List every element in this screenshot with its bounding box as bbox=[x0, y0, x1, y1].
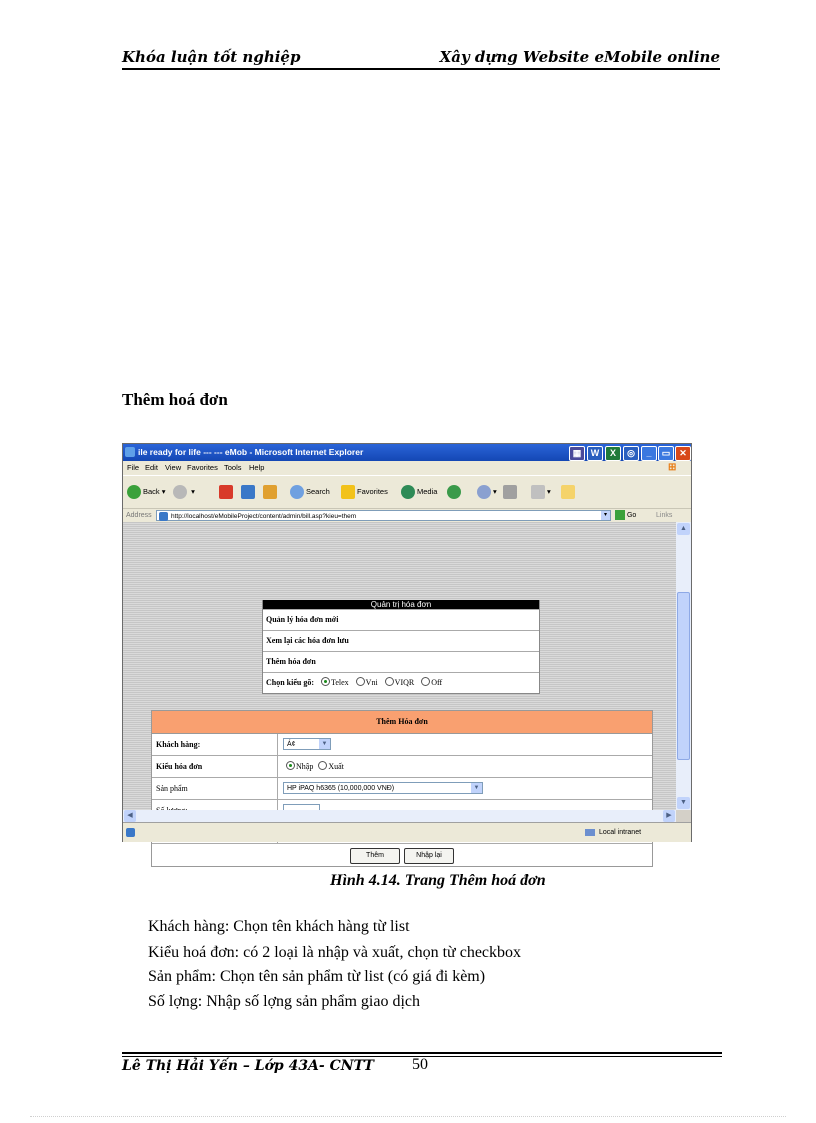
go-button[interactable]: Go bbox=[615, 509, 636, 523]
home-icon bbox=[263, 485, 277, 499]
scroll-up-icon[interactable]: ▲ bbox=[677, 523, 690, 535]
horizontal-scrollbar[interactable] bbox=[123, 810, 676, 822]
star-icon bbox=[341, 485, 355, 499]
search-icon bbox=[290, 485, 304, 499]
figure-caption: Hình 4.14. Trang Thêm hoá đơn bbox=[330, 872, 546, 889]
print-icon bbox=[503, 485, 517, 499]
windows-logo-icon: ⊞ bbox=[668, 462, 677, 473]
page-bottom-border bbox=[30, 1116, 786, 1117]
form-title: Thêm Hóa đơn bbox=[152, 711, 652, 734]
body-line-4: Số lợng: Nhập số lợng sản phẩm giao dịch bbox=[148, 993, 421, 1010]
menu-edit[interactable]: Edit bbox=[145, 463, 158, 472]
chevron-down-icon: ▼ bbox=[471, 783, 482, 793]
maximize-icon[interactable]: ▭ bbox=[658, 446, 674, 461]
typing-mode-label: Chọn kiểu gõ: bbox=[266, 678, 315, 687]
address-dropdown-icon[interactable]: ▾ bbox=[601, 511, 610, 520]
print-button[interactable] bbox=[503, 484, 519, 500]
header-rule bbox=[122, 68, 720, 70]
footer-rule bbox=[122, 1052, 722, 1054]
radio-telex[interactable] bbox=[321, 677, 330, 686]
customer-label: Khách hàng: bbox=[156, 740, 201, 749]
radio-vni[interactable] bbox=[356, 677, 365, 686]
refresh-button[interactable] bbox=[241, 484, 257, 500]
status-bar bbox=[123, 822, 691, 842]
menu-help[interactable]: Help bbox=[249, 463, 265, 472]
add-bill-form bbox=[151, 710, 653, 867]
browser-toolbar bbox=[123, 475, 691, 509]
browser-title: ile ready for life --- --- eMob - Microsoft Internet Explorer bbox=[138, 447, 364, 457]
header-left: Khóa luận tốt nghiệp bbox=[122, 48, 301, 66]
zone-label: Local intranet bbox=[599, 829, 642, 836]
favorites-button[interactable]: Favorites bbox=[341, 484, 388, 500]
app-icon: ▦ bbox=[569, 446, 585, 461]
admin-menu-header: Quản trị hóa đơn bbox=[263, 600, 539, 609]
radio-import[interactable] bbox=[286, 761, 295, 770]
intranet-icon bbox=[585, 829, 595, 836]
scroll-thumb[interactable] bbox=[677, 592, 690, 760]
menu-favorites[interactable]: Favorites bbox=[187, 463, 218, 472]
media-icon bbox=[401, 485, 415, 499]
radio-export[interactable] bbox=[318, 761, 327, 770]
menu-item-saved-bills[interactable]: Xem lại các hóa đơn lưu bbox=[263, 630, 539, 651]
folder-icon bbox=[561, 485, 575, 499]
refresh-icon bbox=[241, 485, 255, 499]
history-button[interactable] bbox=[447, 484, 463, 500]
body-line-3: Sản phẩm: Chọn tên sản phẩm từ list (có giá đi kèm) bbox=[148, 968, 486, 985]
page-number: 50 bbox=[412, 1056, 428, 1073]
menu-view[interactable]: View bbox=[165, 463, 182, 472]
typing-telex-option[interactable]: Telex bbox=[318, 678, 349, 687]
menu-bar bbox=[123, 461, 691, 475]
add-button[interactable]: Thêm bbox=[350, 848, 400, 864]
excel-icon: X bbox=[605, 446, 621, 461]
folder-button[interactable] bbox=[561, 484, 577, 500]
scroll-right-icon[interactable]: ▶ bbox=[663, 810, 675, 822]
customer-row bbox=[152, 734, 652, 756]
mail-icon bbox=[477, 485, 491, 499]
mail-button[interactable]: ▾ bbox=[477, 484, 497, 500]
page-status-icon bbox=[126, 828, 135, 837]
bill-type-import-option[interactable]: Nhập bbox=[283, 762, 313, 771]
address-bar bbox=[123, 508, 691, 523]
admin-menu bbox=[262, 600, 540, 694]
section-title: Thêm hoá đơn bbox=[122, 390, 228, 409]
scroll-left-icon[interactable]: ◀ bbox=[124, 810, 136, 822]
history-icon bbox=[447, 485, 461, 499]
product-row bbox=[152, 778, 652, 800]
product-select[interactable]: HP iPAQ h6365 (10,000,000 VNĐ) ▼ bbox=[283, 782, 483, 794]
typing-viqr-option[interactable]: VIQR bbox=[382, 678, 415, 687]
back-button[interactable]: Back ▾ bbox=[127, 484, 166, 500]
chevron-down-icon: ▼ bbox=[319, 739, 330, 749]
vertical-scrollbar[interactable] bbox=[676, 522, 691, 810]
menu-item-new-bills[interactable]: Quản lý hóa đơn mới bbox=[263, 609, 539, 630]
go-arrow-icon bbox=[615, 510, 625, 520]
tray-icon: ◎ bbox=[623, 446, 639, 461]
address-input[interactable]: http://localhost/eMobileProject/content/admin/bill.asp?kieu=them bbox=[156, 510, 611, 521]
minimize-icon[interactable]: _ bbox=[641, 446, 657, 461]
bill-type-options bbox=[283, 756, 344, 777]
stop-icon bbox=[219, 485, 233, 499]
search-button[interactable]: Search bbox=[290, 484, 330, 500]
radio-viqr[interactable] bbox=[385, 677, 394, 686]
word-icon: W bbox=[587, 446, 603, 461]
browser-screenshot bbox=[122, 443, 692, 859]
back-arrow-icon bbox=[127, 485, 141, 499]
reset-button[interactable]: Nhập lại bbox=[404, 848, 454, 864]
page-icon bbox=[159, 512, 168, 521]
typing-off-option[interactable]: Off bbox=[418, 678, 442, 687]
address-label: Address bbox=[126, 512, 152, 519]
typing-vni-option[interactable]: Vni bbox=[353, 678, 378, 687]
bill-type-label: Kiểu hóa đơn bbox=[156, 762, 203, 771]
customer-select[interactable]: Á¢ ▼ bbox=[283, 738, 331, 750]
links-label[interactable]: Links bbox=[656, 512, 673, 519]
header-right: Xây dựng Website eMobile online bbox=[439, 48, 720, 66]
stop-button[interactable] bbox=[219, 484, 235, 500]
close-icon[interactable]: ✕ bbox=[675, 446, 691, 461]
menu-tools[interactable]: Tools bbox=[224, 463, 242, 472]
bill-type-export-option[interactable]: Xuất bbox=[315, 762, 344, 771]
radio-off[interactable] bbox=[421, 677, 430, 686]
form-buttons bbox=[152, 844, 652, 866]
browser-titlebar bbox=[123, 444, 691, 461]
typing-mode-row bbox=[263, 672, 539, 693]
forward-button[interactable]: ▾ bbox=[173, 484, 195, 500]
edit-icon bbox=[531, 485, 545, 499]
media-button[interactable]: Media bbox=[401, 484, 437, 500]
bill-type-row bbox=[152, 756, 652, 778]
menu-file[interactable]: File bbox=[127, 463, 140, 472]
body-line-1: Khách hàng: Chọn tên khách hàng từ list bbox=[148, 918, 410, 935]
body-line-2: Kiểu hoá đơn: có 2 loại là nhập và xuất, chọn từ checkbox bbox=[148, 944, 522, 961]
edit-button[interactable]: ▾ bbox=[531, 484, 551, 500]
product-label: Sản phẩm bbox=[156, 784, 188, 793]
scroll-down-icon[interactable]: ▼ bbox=[677, 797, 690, 809]
menu-item-add-bill[interactable]: Thêm hóa đơn bbox=[263, 651, 539, 672]
forward-arrow-icon bbox=[173, 485, 187, 499]
home-button[interactable] bbox=[263, 484, 279, 500]
footer-author: Lê Thị Hải Yến – Lớp 43A- CNTT bbox=[122, 1058, 374, 1074]
ie-icon bbox=[125, 447, 135, 457]
